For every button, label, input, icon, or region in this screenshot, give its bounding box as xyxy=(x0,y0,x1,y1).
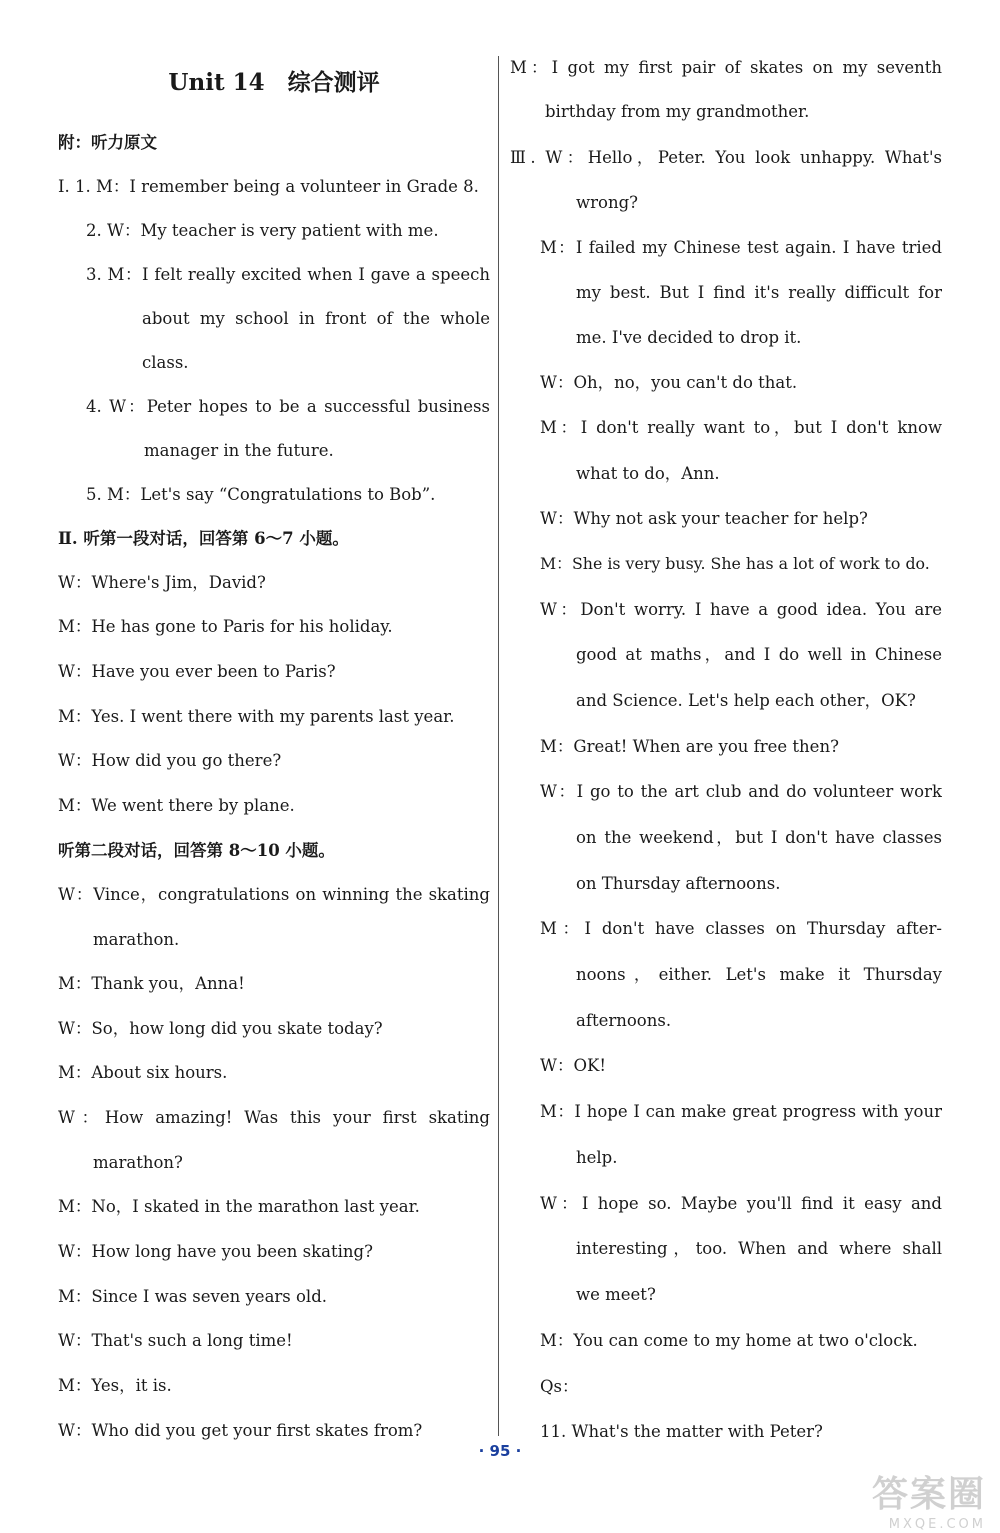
text-line: afternoons. xyxy=(576,1011,672,1030)
text-line: M：We went there by plane. xyxy=(58,796,295,815)
text-line: M：You can come to my home at two o'clock. xyxy=(540,1331,918,1350)
text-line: W：I go to the art club and do volunteer work xyxy=(540,782,942,801)
watermark-logo xyxy=(872,1466,986,1532)
text-line: W：Have you ever been to Paris? xyxy=(58,662,336,681)
section-heading: 附：听力原文 xyxy=(58,133,157,152)
text-line: M：Great! When are you free then? xyxy=(540,737,839,756)
text-line: W：Where's Jim，David? xyxy=(58,573,266,592)
text-line: M：I hope I can make great progress with your xyxy=(540,1102,942,1121)
text-line: M：I don't have classes on Thursday after- xyxy=(540,919,942,938)
text-line: W：So，how long did you skate today? xyxy=(58,1019,383,1038)
text-line: M：Yes. I went there with my parents last year. xyxy=(58,707,455,726)
page-number: · 95 · xyxy=(478,1442,522,1460)
text-line: M：I failed my Chinese test again. I have tried xyxy=(540,238,942,257)
text-line: M：I don't really want to，but I don't know xyxy=(540,418,942,437)
text-line: 11. What's the matter with Peter? xyxy=(540,1422,823,1441)
text-line: wrong? xyxy=(576,193,638,212)
text-line: manager in the future. xyxy=(144,441,334,460)
column-divider xyxy=(498,56,499,1436)
watermark-bottom: MXQE.COM xyxy=(888,1517,986,1532)
text-line: W：Vince，congratulations on winning the skating xyxy=(58,885,490,904)
text-line: M：No，I skated in the marathon last year. xyxy=(58,1197,420,1216)
text-line: birthday from my grandmother. xyxy=(545,102,810,121)
text-line: M：About six hours. xyxy=(58,1063,228,1082)
text-line: interesting，too. When and where shall xyxy=(576,1239,942,1258)
text-line: we meet? xyxy=(576,1285,656,1304)
page-title: Unit 14 综合测评 xyxy=(168,69,380,96)
text-line: Ⅲ. W：Hello，Peter. You look unhappy. What's xyxy=(510,148,942,167)
text-line: and Science. Let's help each other，OK? xyxy=(576,691,916,710)
text-line: M：Since I was seven years old. xyxy=(58,1287,328,1306)
section-heading: Ⅱ. 听第一段对话，回答第 6～7 小题。 xyxy=(58,529,349,548)
text-line: M：Yes，it is. xyxy=(58,1376,172,1395)
text-line: M：He has gone to Paris for his holiday. xyxy=(58,617,393,636)
text-line: noons，either. Let's make it Thursday xyxy=(576,965,942,984)
text-line: W：Oh，no，you can't do that. xyxy=(540,373,798,392)
text-line: on Thursday afternoons. xyxy=(576,874,781,893)
text-line: Ⅰ. 1. M：I remember being a volunteer in Grade 8. xyxy=(58,177,479,196)
text-line: me. I've decided to drop it. xyxy=(576,328,802,347)
text-line: M：Thank you，Anna! xyxy=(58,974,245,993)
text-line: what to do，Ann. xyxy=(576,464,720,483)
text-line: on the weekend，but I don't have classes xyxy=(576,828,942,847)
text-line: marathon. xyxy=(93,930,180,949)
text-line: Qs： xyxy=(540,1377,579,1396)
text-line: 4. W：Peter hopes to be a successful business xyxy=(86,397,490,416)
text-line: W：I hope so. Maybe you'll find it easy and xyxy=(540,1194,942,1213)
text-line: M：I got my first pair of skates on my seventh xyxy=(510,58,942,77)
text-line: W：Don't worry. I have a good idea. You are xyxy=(540,600,942,619)
text-line: W：How did you go there? xyxy=(58,751,282,770)
section-heading: 听第二段对话，回答第 8～10 小题。 xyxy=(58,841,335,860)
watermark-top: 答案圈 xyxy=(871,1474,986,1515)
text-line: W：Who did you get your first skates from? xyxy=(58,1421,423,1440)
text-line: W：How amazing! Was this your first skating xyxy=(58,1108,490,1127)
text-line: W：OK! xyxy=(540,1056,606,1075)
text-line: 2. W：My teacher is very patient with me. xyxy=(86,221,439,240)
text-line: about my school in front of the whole xyxy=(142,309,490,328)
text-line: 5. M：Let's say “Congratulations to Bob”. xyxy=(86,485,436,504)
text-line: good at maths，and I do well in Chinese xyxy=(576,645,942,664)
text-line: W：That's such a long time! xyxy=(58,1331,293,1350)
text-line: marathon? xyxy=(93,1153,183,1172)
text-line: W：Why not ask your teacher for help? xyxy=(540,509,868,528)
text-line: class. xyxy=(142,353,189,372)
text-line: 3. M：I felt really excited when I gave a speech xyxy=(86,265,490,284)
text-line: help. xyxy=(576,1148,618,1167)
text-line: W：How long have you been skating? xyxy=(58,1242,373,1261)
text-line: M：She is very busy. She has a lot of work to do. xyxy=(540,554,930,573)
text-line: my best. But I find it's really difficult for xyxy=(576,283,942,302)
